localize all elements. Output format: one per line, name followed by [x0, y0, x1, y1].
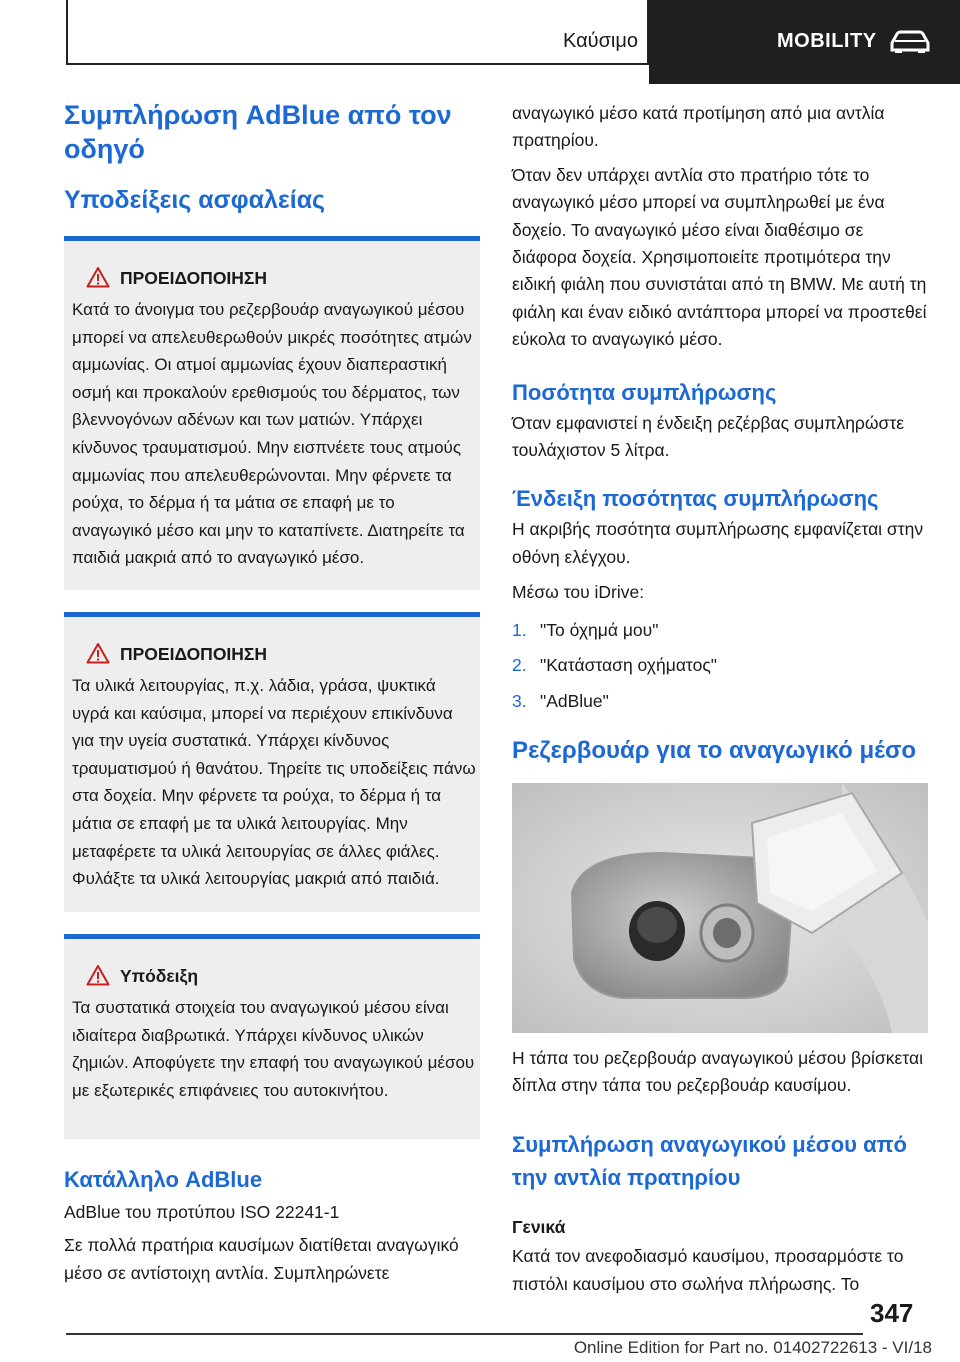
header-rule-left [66, 0, 68, 65]
warning-title-text-1: ΠΡΟΕΙΔΟΠΟΙΗΣΗ [120, 268, 268, 288]
safety-heading: Υποδείξεις ασφαλείας [64, 186, 326, 214]
general-label: Γενικά [512, 1216, 566, 1237]
warning-text-1: Κατά το άνοιγμα του ρεζερβουάρ αναγωγικού μέσου μπορεί να απελευθερωθούν μικρές ποσότητες ατμών αμμωνίας. Οι ατμοί αμμωνίας έχουν διαπεραστική οσμή και προκαλούν ερεθισμούς του δέρματος, των βλεννογόνων αδένων και των ματιών. Υπάρχει κίνδυνος τραυματισμού. Μην εισπνέετε τους ατμούς αμμωνίας που απελευθερώνονται. Μην φέρνετε τα ρούχα, το δέρμα ή τα μάτια σε επαφή με το αναγωγικό μέσο και μην το καταπίνετε. Διατηρείτε τα παιδιά μακριά από το αναγωγικό μέσο. [72, 300, 472, 568]
suitable-standard: AdBlue του προτύπου ISO 22241-1 [64, 1202, 340, 1222]
edition-footer: Online Edition for Part no. 01402722613 - VI/18 [573, 1338, 932, 1357]
general-text: Κατά τον ανεφοδιασμό καυσίμου, προσαρμόστε το πιστόλι καυσίμου στο σωλήνα πλήρωσης. Το [512, 1246, 904, 1294]
note-title [72, 965, 476, 987]
step-number: 3. [512, 690, 527, 711]
page-title: Συμπλήρωση AdBlue από τον οδηγό [64, 100, 452, 164]
warning-box-2 [64, 612, 480, 912]
step-text: "Κατάσταση οχήματος" [540, 655, 717, 676]
tank-heading: Ρεζερβουάρ για το αναγωγικό μέσο [512, 736, 917, 764]
pump-preference-text: αναγωγικό μέσο κατά προτίμηση από μια αντλία πρατηρίου. [512, 103, 885, 151]
display-text: Η ακριβής ποσότητα συμπλήρωσης εμφανίζεται στην οθόνη ελέγχου. [512, 519, 924, 567]
step-number: 1. [512, 619, 527, 640]
menu-path-list [512, 617, 928, 715]
car-icon [889, 30, 931, 54]
warning-box-1 [64, 236, 480, 590]
list-item [512, 617, 928, 644]
chapter-tab-label: MOBILITY [777, 30, 877, 52]
list-item [512, 688, 928, 715]
page-number: 347 [870, 1298, 914, 1328]
chapter-tab[interactable] [649, 0, 960, 84]
cap-location-text: Η τάπα του ρεζερβουάρ αναγωγικού μέσου βρίσκεται δίπλα στην τάπα του ρεζερβουάρ καυσίμου. [512, 1047, 923, 1096]
caution-icon [86, 964, 110, 986]
suitable-heading: Κατάλληλο AdBlue [64, 1167, 263, 1192]
step-text: "AdBlue" [540, 690, 609, 711]
right-column [512, 98, 928, 1298]
warning-title-2 [72, 643, 476, 665]
warning-title-1 [72, 267, 476, 289]
container-text: Όταν δεν υπάρχει αντλία στο πρατήριο τότε το αναγωγικό μέσο μπορεί να συμπληρωθεί με ένα δοχείο. Το αναγωγικό μέσο είναι διαθέσιμο σε διάφορα δοχεία. Χρησιμοποιείτε προτιμότερα την ειδική φιάλη που συνιστάται από τη BMW. Με αυτή τη φιάλη και έναν ειδικό αντάπτορα μπορεί να προστεθεί εύκολα το αναγωγικό μέσο. [512, 164, 927, 350]
left-column [64, 98, 480, 1287]
adblue-filler-photo [512, 783, 928, 1033]
suitable-text: Σε πολλά πρατήρια καυσίμων διατίθεται αναγωγικό μέσο σε αντίστοιχη αντλία. Συμπληρώνετε [64, 1235, 459, 1283]
note-text: Τα συστατικά στοιχεία του αναγωγικού μέσου είναι ιδιαίτερα διαβρωτικά. Υπάρχει κίνδυνος υλικών ζημιών. Αποφύγετε την επαφή του αναγωγικού μέσου με εξωτερικές επιφάνειες του αυτοκινήτου. [72, 998, 475, 1100]
display-heading: Ένδειξη ποσότητας συμπλήρωσης [512, 486, 879, 512]
warning-icon [86, 642, 110, 664]
note-title-text: Υπόδειξη [120, 966, 199, 986]
footer-rule [66, 1333, 863, 1335]
warning-title-text-2: ΠΡΟΕΙΔΟΠΟΙΗΣΗ [120, 644, 268, 664]
pump-heading: Συμπλήρωση αναγωγικού μέσου από την αντλία πρατηρίου [512, 1131, 907, 1190]
list-item [512, 652, 928, 679]
step-number: 2. [512, 655, 527, 676]
warning-text-2: Τα υλικά λειτουργίας, π.χ. λάδια, γράσα, ψυκτικά υγρά και καύσιμα, μπορεί να περιέχουν επικίνδυνα για την υγεία συστατικά. Υπάρχει κίνδυνος τραυματισμού ή θανάτου. Τηρείτε τις υποδείξεις πάνω στα δοχεία. Μην φέρνετε τα ρούχα, το δέρμα ή τα μάτια σε επαφή με τα υλικά λειτουργίας. Μην μεταφέρετε τα υλικά λειτουργίας σε άλλες φιάλες. Φυλάξτε τα υλικά λειτουργίας μακριά από παιδιά. [72, 676, 476, 889]
qty-text: Όταν εμφανιστεί η ένδειξη ρεζέρβας συμπληρώστε τουλάχιστον 5 λίτρα. [512, 412, 905, 461]
warning-icon [86, 266, 110, 288]
note-box [64, 934, 480, 1139]
idrive-text: Μέσω του iDrive: [512, 582, 645, 603]
qty-heading: Ποσότητα συμπλήρωσης [512, 379, 777, 405]
section-title: Καύσιμο [562, 30, 638, 52]
header-rule [66, 63, 648, 65]
step-text: "Το όχημά μου" [540, 619, 659, 640]
